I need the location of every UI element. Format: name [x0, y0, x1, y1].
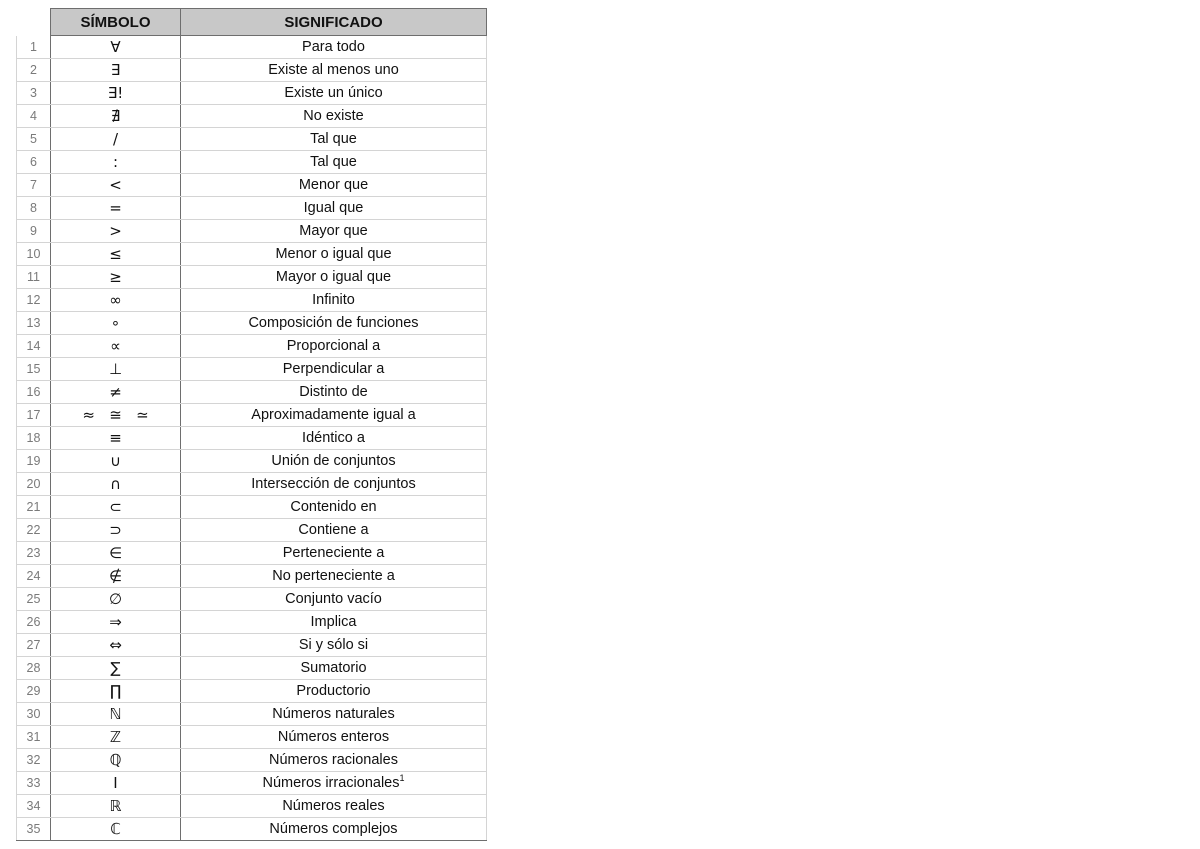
meaning-text: Existe un único [284, 85, 383, 101]
meaning-cell [181, 151, 487, 174]
table-row [17, 588, 487, 611]
symbol-cell: ≠ [51, 381, 181, 404]
meaning-cell [181, 36, 487, 59]
table-row [17, 82, 487, 105]
row-number: 25 [17, 588, 51, 611]
table-row [17, 726, 487, 749]
table-row [17, 611, 487, 634]
meaning-text: Perteneciente a [282, 545, 385, 561]
symbol-cell: = [51, 197, 181, 220]
meaning-cell [181, 243, 487, 266]
table-row [17, 427, 487, 450]
meaning-cell [181, 289, 487, 312]
table-row [17, 818, 487, 841]
meaning-cell [181, 174, 487, 197]
table-row [17, 381, 487, 404]
symbol-cell: ∃! [51, 82, 181, 105]
row-number: 22 [17, 519, 51, 542]
table-row [17, 519, 487, 542]
table-row [17, 473, 487, 496]
row-number: 7 [17, 174, 51, 197]
symbol-cell: ∏ [51, 680, 181, 703]
meaning-text: Productorio [296, 683, 371, 699]
symbols-sheet [16, 8, 487, 841]
row-number: 33 [17, 772, 51, 795]
table-row [17, 404, 487, 427]
symbols-table [16, 8, 487, 841]
header-row [17, 9, 487, 36]
meaning-text: Tal que [310, 131, 357, 147]
symbol-cell: ⇒ [51, 611, 181, 634]
table-row [17, 634, 487, 657]
meaning-cell [181, 726, 487, 749]
meaning-cell [181, 427, 487, 450]
symbol-cell: ∘ [51, 312, 181, 335]
meaning-text: Composición de funciones [248, 315, 419, 331]
symbol-cell: ≥ [51, 266, 181, 289]
symbol-cell: ∝ [51, 335, 181, 358]
meaning-column-header: SIGNIFICADO [181, 9, 487, 36]
meaning-text: Números complejos [269, 821, 398, 837]
meaning-cell [181, 749, 487, 772]
meaning-text: Números naturales [272, 706, 395, 722]
symbol-cell: > [51, 220, 181, 243]
row-number: 28 [17, 657, 51, 680]
symbol-cell: ∩ [51, 473, 181, 496]
table-row [17, 450, 487, 473]
symbol-cell: ∅ [51, 588, 181, 611]
symbol-cell: ∈ [51, 542, 181, 565]
table-row [17, 772, 487, 795]
row-number: 29 [17, 680, 51, 703]
row-number: 34 [17, 795, 51, 818]
table-row [17, 243, 487, 266]
meaning-cell [181, 496, 487, 519]
meaning-text: Distinto de [299, 384, 368, 400]
meaning-cell [181, 197, 487, 220]
symbol-cell: ∪ [51, 450, 181, 473]
table-row [17, 59, 487, 82]
row-number: 26 [17, 611, 51, 634]
row-number: 12 [17, 289, 51, 312]
symbol-cell: ≡ [51, 427, 181, 450]
meaning-cell [181, 266, 487, 289]
meaning-text: Unión de conjuntos [271, 453, 396, 469]
meaning-cell [181, 542, 487, 565]
meaning-text: Infinito [312, 292, 355, 308]
meaning-cell [181, 404, 487, 427]
table-row [17, 312, 487, 335]
table-row [17, 220, 487, 243]
row-number: 14 [17, 335, 51, 358]
meaning-cell [181, 703, 487, 726]
row-number: 27 [17, 634, 51, 657]
meaning-cell [181, 59, 487, 82]
meaning-text: Menor o igual que [275, 246, 392, 262]
meaning-text: Mayor o igual que [275, 269, 392, 285]
symbol-cell: ∃ [51, 59, 181, 82]
meaning-cell [181, 105, 487, 128]
table-row [17, 128, 487, 151]
symbol-cell: ℚ [51, 749, 181, 772]
row-number: 13 [17, 312, 51, 335]
meaning-cell [181, 818, 487, 841]
table-row [17, 657, 487, 680]
meaning-text: Números enteros [277, 729, 390, 745]
row-number: 1 [17, 36, 51, 59]
row-number: 20 [17, 473, 51, 496]
row-number: 31 [17, 726, 51, 749]
meaning-text: Números reales [282, 798, 385, 814]
symbol-cell: I [51, 772, 181, 795]
meaning-cell [181, 519, 487, 542]
meaning-text: Aproximadamente igual a [251, 407, 416, 423]
row-number: 3 [17, 82, 51, 105]
symbol-cell: ≈ ≅ ≃ [51, 404, 181, 427]
meaning-text: Intersección de conjuntos [251, 476, 416, 492]
table-row [17, 197, 487, 220]
footnote-marker: 1 [399, 773, 405, 784]
meaning-cell [181, 358, 487, 381]
symbol-cell: ∀ [51, 36, 181, 59]
meaning-text: Contenido en [290, 499, 377, 515]
meaning-text: Conjunto vacío [285, 591, 382, 607]
meaning-cell [181, 634, 487, 657]
symbol-cell: ≤ [51, 243, 181, 266]
row-number: 30 [17, 703, 51, 726]
symbol-column-header: SÍMBOLO [51, 9, 181, 36]
row-number: 10 [17, 243, 51, 266]
row-number: 32 [17, 749, 51, 772]
row-number: 17 [17, 404, 51, 427]
table-row [17, 749, 487, 772]
meaning-cell [181, 565, 487, 588]
table-row [17, 335, 487, 358]
meaning-text: Proporcional a [286, 338, 381, 354]
meaning-cell [181, 82, 487, 105]
table-body [17, 36, 487, 841]
table-row [17, 795, 487, 818]
row-number: 21 [17, 496, 51, 519]
row-number: 4 [17, 105, 51, 128]
meaning-text: Tal que [310, 154, 357, 170]
meaning-text: Contiene a [298, 522, 369, 538]
table-row [17, 105, 487, 128]
table-row [17, 542, 487, 565]
row-number: 18 [17, 427, 51, 450]
table-row [17, 680, 487, 703]
meaning-text: Existe al menos uno [268, 62, 399, 78]
symbol-cell: < [51, 174, 181, 197]
row-number: 24 [17, 565, 51, 588]
symbol-cell: : [51, 151, 181, 174]
meaning-text: Para todo [302, 39, 365, 55]
table-row [17, 565, 487, 588]
symbol-cell: ℝ [51, 795, 181, 818]
symbol-cell: ℤ [51, 726, 181, 749]
row-number: 35 [17, 818, 51, 841]
symbol-cell: ∞ [51, 289, 181, 312]
meaning-text: No existe [303, 108, 364, 124]
meaning-text: Números racionales [269, 752, 398, 768]
meaning-text: Implica [310, 614, 357, 630]
meaning-text: Sumatorio [300, 660, 367, 676]
table-row [17, 174, 487, 197]
row-number: 8 [17, 197, 51, 220]
meaning-cell [181, 220, 487, 243]
symbol-cell: ∉ [51, 565, 181, 588]
meaning-text: No perteneciente a [272, 568, 395, 584]
symbol-cell: ℂ [51, 818, 181, 841]
meaning-cell [181, 657, 487, 680]
table-row [17, 703, 487, 726]
meaning-text: Números irracionales [262, 775, 400, 791]
row-number: 16 [17, 381, 51, 404]
meaning-cell [181, 680, 487, 703]
row-number: 6 [17, 151, 51, 174]
symbol-cell: ⊃ [51, 519, 181, 542]
table-row [17, 496, 487, 519]
row-number: 15 [17, 358, 51, 381]
meaning-cell [181, 473, 487, 496]
symbol-cell: ⊥ [51, 358, 181, 381]
meaning-text: Perpendicular a [282, 361, 385, 377]
row-number: 11 [17, 266, 51, 289]
meaning-cell [181, 588, 487, 611]
meaning-cell [181, 128, 487, 151]
meaning-cell [181, 795, 487, 818]
table-row [17, 36, 487, 59]
row-number: 5 [17, 128, 51, 151]
meaning-text: Mayor que [299, 223, 368, 239]
symbol-cell: ℕ [51, 703, 181, 726]
meaning-cell [181, 335, 487, 358]
meaning-text: Igual que [303, 200, 364, 216]
symbol-cell: ⊂ [51, 496, 181, 519]
meaning-cell [181, 381, 487, 404]
meaning-text: Idéntico a [302, 430, 365, 446]
table-row [17, 266, 487, 289]
row-number: 2 [17, 59, 51, 82]
table-row [17, 358, 487, 381]
table-row [17, 151, 487, 174]
meaning-cell [181, 450, 487, 473]
row-number: 23 [17, 542, 51, 565]
row-number: 19 [17, 450, 51, 473]
row-number: 9 [17, 220, 51, 243]
meaning-cell [181, 611, 487, 634]
table-row [17, 289, 487, 312]
meaning-text: Si y sólo si [298, 637, 369, 653]
meaning-cell [181, 312, 487, 335]
meaning-cell [181, 772, 487, 795]
meaning-text: Menor que [298, 177, 369, 193]
symbol-cell: ⇔ [51, 634, 181, 657]
symbol-cell: ∄ [51, 105, 181, 128]
symbol-cell: ∑ [51, 657, 181, 680]
corner-cell [17, 9, 51, 36]
symbol-cell: / [51, 128, 181, 151]
